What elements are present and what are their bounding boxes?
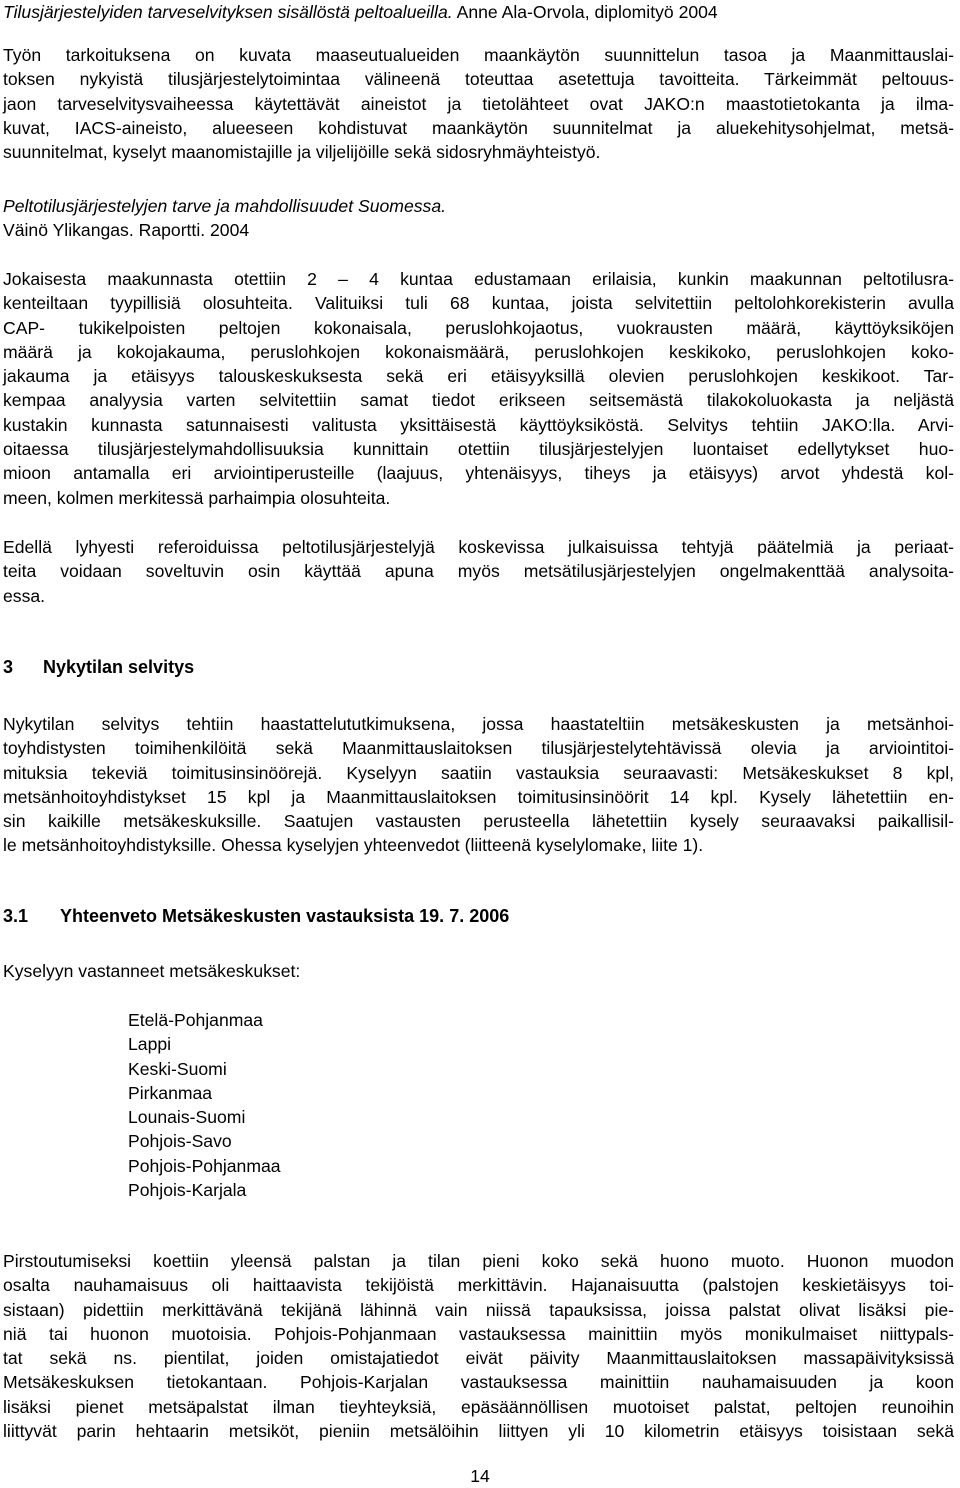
text-line: lisäksi pienet metsäpalstat ilman tieyhteyksiä, epäsäännöllisen muotoiset palstat, peltojen reunoihin [3,1396,954,1417]
list-item: Pohjois-Savo [128,1131,232,1152]
text-line: oitaessa tilusjärjestelymahdollisuuksia kunnittain otettiin tilusjärjestelyjen luontaiset edellytykset huo- [3,439,954,460]
text-line: mioon antamalla eri arviointiperusteille (laajuus, yhtenäisyys, tiheys ja etäisyys) arvot yhdestä kol- [3,463,954,484]
text-line: le metsänhoitoyhdistyksille. Ohessa kyselyjen yhteenvedot (liitteenä kyselylomake, liite 1). [3,835,704,856]
text-line: kuvat, IACS-aineisto, alueeseen kohdistuvat maankäytön suunnitelmat ja aluekehitysohjelmat, metsä- [3,117,954,138]
header-author: Anne Ala-Orvola, diplomityö 2004 [456,2,718,22]
paragraph-current-state [3,712,954,858]
text-line: liittyvät parin hehtaarin metsiköt, pieniin metsälöihin liittyen yli 10 kilometrin etäisyys toisistaan sekä [3,1421,954,1442]
section-title: Nykytilan selvitys [43,657,195,677]
subsection-title: Yhteenveto Metsäkeskusten vastauksista 19. 7. 2006 [60,906,510,926]
header-title: Tilusjärjestelyiden tarveselvityksen sisällöstä peltoalueilla. [3,2,453,22]
text-line: tat sekä ns. pientilat, joiden omistajatiedot eivät päivity Maanmittauslaitoksen massapäivityksissä [3,1348,954,1369]
text-line: kenteiltaan tyypillisiä olosuhteita. Valituiksi tuli 68 kuntaa, joista selvitettiin peltolohkorekisterin avulla [3,293,954,314]
text-line: metsänhoitoyhdistykset 15 kpl ja Maanmittauslaitoksen toimitusinsinöörit 14 kpl. Kysely lähetettiin en- [3,786,954,807]
text-line: niä tai huonon muotoisia. Pohjois-Pohjanmaan vastauksessa mainittiin myös monikulmaiset niittypals- [3,1323,954,1344]
text-line: Pirstoutumiseksi koettiin yleensä palstan ja tilan pieni koko sekä huono muoto. Huonon muodon [3,1251,954,1271]
text-line: jaon tarveselvitysvaiheessa käytettävät aineistot ja tietolähteet ovat JAKO:n maastotietokanta ja ilma- [3,93,954,114]
text-line: kempaa analyysia varten selvitettiin samat tiedot erikseen seitsemästä tilakokoluokasta ja neljästä [3,390,954,411]
paragraph-fragmentation [3,1249,954,1443]
text-line: osalta nauhamaisuus oli haittaavista tekijöistä merkittävin. Hajanaisuutta (palstojen keskietäisyys toi- [3,1275,954,1296]
reference-title: Peltotilusjärjestelyjen tarve ja mahdollisuudet Suomessa. [3,196,447,216]
text-line: meen, kolmen merkitessä parhaimpia olosuhteita. [3,487,391,508]
text-line: CAP- tukikelpoisten peltojen kokonaisala, peruslohkojaotus, vuokrausten määrä, käyttöyksiköjen [3,317,954,338]
text-line: määrä ja kokojakauma, peruslohkojen kokonaismäärä, peruslohkojen keskikoko, peruslohkojen koko- [3,341,954,362]
running-header [3,0,954,24]
text-line: toyhdistysten toimihenkilöitä sekä Maanmittauslaitoksen tilusjärjestelytehtävissä olevia ja arviointitoi- [3,738,954,759]
text-line: Jokaisesta maakunnasta otettiin 2 – 4 kuntaa edustamaan erilaisia, kunkin maakunnan peltotilusra- [3,269,954,289]
text-line: kustakin kunnasta satunnaisesti valitusta yksittäisestä käyttöyksiköstä. Selvitys tehtiin JAKO:lla. Arvi- [3,414,954,435]
respondents-intro [3,959,954,983]
list-item: Pirkanmaa [128,1082,213,1103]
text-line: suunnitelmat, kyselyt maanomistajille ja viljelijöille sekä sidosryhmäyhteistyö. [3,142,601,163]
text-line: essa. [3,585,46,606]
text-line: Työn tarkoituksena on kuvata maaseutualueiden maankäytön suunnittelun tasoa ja Maanmittauslai- [3,45,954,65]
reference-details: Väinö Ylikangas. Raportti. 2004 [3,220,250,241]
document-page [3,0,954,1486]
text-line: mituksia tekeviä toimitusinsinöörejä. Kyselyyn saatiin vastauksia seuraavasti: Metsäkeskukset 8 kpl, [3,762,954,783]
subsection-heading [3,904,509,928]
list-item: Keski-Suomi [128,1058,227,1079]
paragraph-survey-method [3,267,954,510]
section-number: 3 [3,657,14,677]
text-line: sistaan) pidettiin merkittävänä tekijänä lähinnä vain niissä tapauksissa, joissa palstat olivat lisäksi pie- [3,1299,954,1320]
respondent-list [128,1008,281,1202]
section-heading [3,655,194,679]
list-item: Lappi [128,1034,172,1055]
list-item: Etelä-Pohjanmaa [128,1010,263,1030]
text-line: sin kaikille metsäkeskuksille. Saatujen vastausten perusteella lähetettiin kysely seuraavaksi paikallisil- [3,811,954,832]
text-line: teita voidaan soveltuvin osin käyttää apuna myös metsätilusjärjestelyjen ongelmakenttää analysoita- [3,561,954,582]
text-line: Edellä lyhyesti referoiduissa peltotilusjärjestelyjä koskevissa julkaisuissa tehtyjä päätelmiä ja periaat- [3,537,954,557]
list-item: Pohjois-Karjala [128,1180,247,1201]
paragraph-purpose [3,43,954,164]
text-line: Nykytilan selvitys tehtiin haastattelututkimuksena, jossa haastateltiin metsäkeskusten ja metsänhoi- [3,714,954,734]
reference [3,194,954,243]
list-item: Pohjois-Pohjanmaa [128,1155,281,1176]
text-line: Kyselyyn vastanneet metsäkeskukset: [3,961,301,981]
text-line: Metsäkeskuksen tietokantaan. Pohjois-Karjalan vastauksessa mainittiin nauhamaisuuden ja koon [3,1372,954,1393]
paragraph-conclusion [3,535,954,608]
page-number: 14 [470,1466,490,1486]
subsection-number: 3.1 [3,906,29,926]
text-line: toksen nykyistä tilusjärjestelytoimintaa välineenä toteuttaa asetettuja tavoitteita. Tärkeimmät peltouus- [3,69,954,90]
list-item: Lounais-Suomi [128,1107,246,1128]
text-line: jakauma ja etäisyys talouskeskuksesta sekä eri etäisyyksillä olevien peruslohkojen keskikoot. Tar- [3,366,954,387]
